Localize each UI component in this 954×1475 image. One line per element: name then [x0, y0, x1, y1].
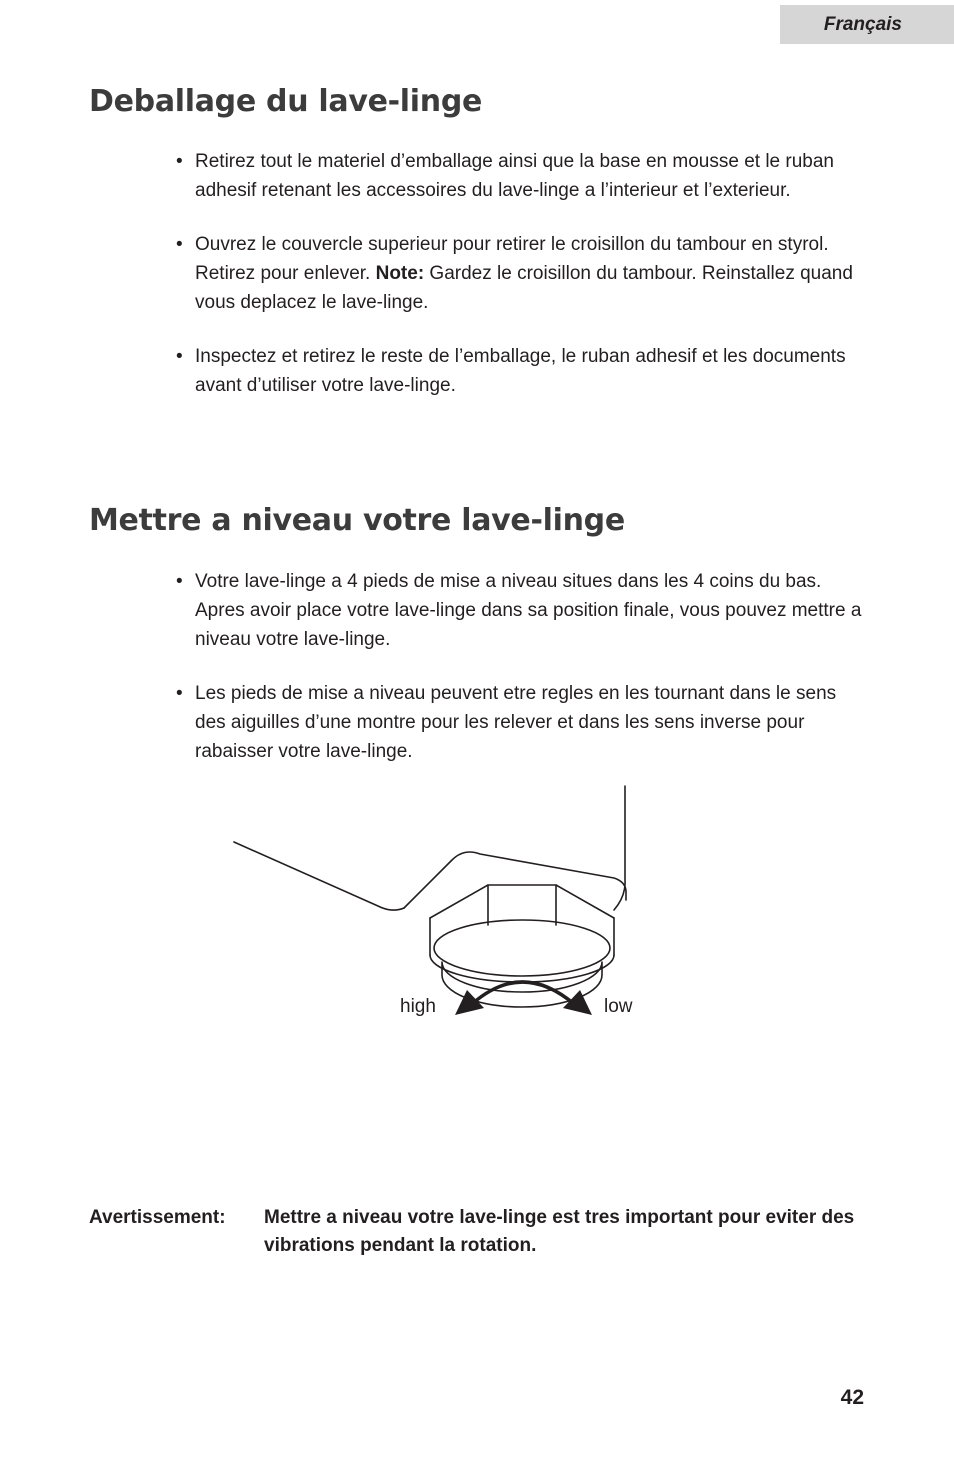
hex-nut-top [430, 885, 614, 918]
unpacking-list [176, 147, 866, 425]
list-item [176, 230, 866, 317]
rotation-arrow-arc [472, 982, 574, 1004]
list-item: • Votre lave-linge a 4 pieds de mise a niveau situes dans les 4 coins du bas. Apres avoir place votre lave-linge dans sa position finale, vous pouvez mettre a niveau votre lave-linge. [176, 567, 866, 654]
section-title-leveling: Mettre a niveau votre lave-linge [89, 503, 625, 538]
list-item: • Inspectez et retirez le reste de l’emballage, le ruban adhesif et les documents avant d’utiliser votre lave-linge. [176, 342, 866, 400]
warning-text: Mettre a niveau votre lave-linge est tres important pour eviter des vibrations pendant la rotation. [264, 1207, 855, 1256]
leveling-foot-diagram [0, 770, 954, 1040]
warning-label: Avertissement: [89, 1207, 226, 1228]
bullet-text: Gardez le croisillon du tambour. Reinstallez quand vous deplacez le lave-linge. [195, 263, 853, 313]
bullet-text: Ouvrez le couvercle superieur pour retirer le croisillon du tambour en styrol. Retirez pour enlever. [195, 234, 829, 284]
cabinet-edge-line [234, 842, 404, 910]
language-tab [780, 5, 954, 44]
foot-base-outer [430, 955, 614, 982]
foot-bracket [404, 852, 626, 908]
section-title-unpacking: Deballage du lave-linge [89, 84, 483, 119]
language-tab-label: Français [823, 13, 902, 35]
note-label: Note: [375, 263, 425, 284]
leveling-list [176, 567, 866, 791]
foot-disc [434, 920, 610, 976]
list-item: • Retirez tout le materiel d’emballage ainsi que la base en mousse et le ruban adhesif retenant les accessoires du lave-linge a l’interieur et l’exterieur. [176, 147, 866, 205]
page-number: 42 [840, 1386, 864, 1409]
cabinet-corner-line [614, 786, 625, 910]
label-high: high [400, 996, 436, 1017]
label-low: low [604, 996, 633, 1017]
list-item: • Les pieds de mise a niveau peuvent etre regles en les tournant dans le sens des aiguilles d’une montre pour les relever et dans les sens inverse pour rabaisser votre lave-linge. [176, 679, 866, 766]
